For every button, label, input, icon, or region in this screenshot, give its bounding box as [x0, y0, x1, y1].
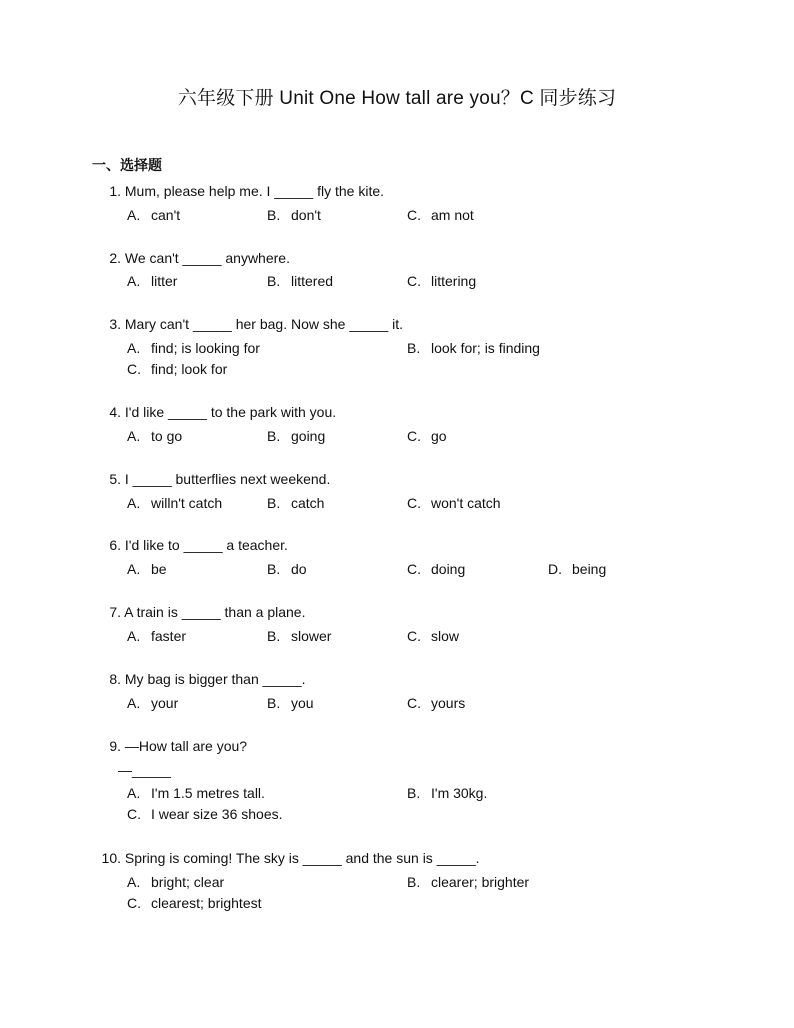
option-letter: A.	[127, 428, 141, 444]
option-a[interactable]	[127, 428, 182, 444]
option-letter: C.	[407, 495, 421, 511]
option-text: yours	[431, 695, 466, 711]
option-text: litter	[151, 273, 178, 289]
option-text: slow	[431, 628, 460, 644]
option-text: willn't catch	[151, 495, 223, 511]
question-number: 4.	[109, 404, 121, 420]
option-text: littered	[291, 273, 334, 289]
option-letter: B.	[267, 495, 281, 511]
option-text: I wear size 36 shoes.	[151, 806, 283, 822]
page-title: 六年级下册 Unit One How tall are you？C 同步练习	[177, 88, 617, 109]
option-text: you	[291, 695, 314, 711]
question-number: 7.	[109, 604, 121, 620]
question-number: 6.	[109, 537, 121, 553]
option-text: clearer; brighter	[431, 874, 530, 890]
option-c[interactable]	[127, 361, 227, 377]
option-letter: A.	[127, 340, 141, 356]
option-text: littering	[431, 273, 477, 289]
option-letter: A.	[127, 628, 141, 644]
question-stem	[0, 671, 305, 687]
option-text: don't	[291, 207, 321, 223]
option-letter: B.	[267, 207, 281, 223]
option-c[interactable]	[407, 207, 474, 223]
option-b[interactable]	[407, 874, 529, 890]
option-c[interactable]	[407, 495, 501, 511]
option-letter: B.	[407, 874, 421, 890]
question-text: We can't _____ anywhere.	[124, 250, 290, 266]
question-number: 1.	[109, 183, 121, 199]
option-b[interactable]	[267, 207, 321, 223]
question-number: 2.	[109, 250, 121, 266]
option-text: your	[151, 695, 179, 711]
option-letter: B.	[407, 340, 421, 356]
question-stem	[0, 250, 290, 266]
question-stem	[0, 738, 247, 754]
option-a[interactable]	[127, 785, 265, 801]
question-number: 8.	[109, 671, 121, 687]
answer-line: —_____	[118, 762, 171, 778]
option-text: clearest; brightest	[151, 895, 262, 911]
option-b[interactable]	[407, 785, 487, 801]
option-text: bright; clear	[151, 874, 225, 890]
question-number: 3.	[109, 316, 121, 332]
option-text: find; look for	[151, 361, 228, 377]
option-text: won't catch	[431, 495, 501, 511]
option-b[interactable]	[407, 340, 540, 356]
option-text: do	[291, 561, 307, 577]
question-text: I'd like to _____ a teacher.	[124, 537, 288, 553]
question-stem	[0, 316, 403, 332]
option-letter: A.	[127, 207, 141, 223]
option-a[interactable]	[127, 695, 178, 711]
question-stem	[0, 850, 480, 866]
option-text: look for; is finding	[431, 340, 540, 356]
question-stem	[0, 471, 330, 487]
option-text: can't	[151, 207, 181, 223]
option-letter: B.	[407, 785, 421, 801]
option-letter: A.	[127, 273, 141, 289]
option-letter: C.	[127, 895, 141, 911]
option-a[interactable]	[127, 340, 260, 356]
option-text: I'm 30kg.	[431, 785, 488, 801]
question-text: A train is _____ than a plane.	[124, 604, 306, 620]
option-d[interactable]	[548, 561, 606, 577]
option-letter: C.	[407, 273, 421, 289]
question-text: —How tall are you?	[124, 738, 248, 754]
question-text: My bag is bigger than _____.	[124, 671, 306, 687]
option-a[interactable]	[127, 628, 186, 644]
option-a[interactable]	[127, 273, 177, 289]
option-text: going	[291, 428, 326, 444]
question-number: 10.	[101, 850, 121, 866]
question-stem	[0, 604, 305, 620]
option-b[interactable]	[267, 273, 333, 289]
option-letter: C.	[407, 561, 421, 577]
option-letter: A.	[127, 785, 141, 801]
option-text: I'm 1.5 metres tall.	[151, 785, 265, 801]
option-letter: C.	[407, 695, 421, 711]
option-letter: D.	[548, 561, 562, 577]
option-letter: A.	[127, 495, 141, 511]
option-b[interactable]	[267, 695, 314, 711]
option-b[interactable]	[267, 628, 331, 644]
question-stem	[0, 537, 288, 553]
option-letter: C.	[407, 628, 421, 644]
option-a[interactable]	[127, 874, 224, 890]
option-a[interactable]	[127, 207, 180, 223]
option-letter: A.	[127, 695, 141, 711]
option-c[interactable]	[407, 695, 465, 711]
question-text: Mary can't _____ her bag. Now she _____ it.	[124, 316, 404, 332]
option-text: am not	[431, 207, 474, 223]
option-b[interactable]	[267, 428, 325, 444]
option-c[interactable]	[127, 895, 262, 911]
option-letter: C.	[127, 361, 141, 377]
option-letter: A.	[127, 874, 141, 890]
question-text: I _____ butterflies next weekend.	[124, 471, 331, 487]
option-a[interactable]	[127, 561, 167, 577]
option-text: slower	[291, 628, 332, 644]
option-text: to go	[151, 428, 183, 444]
option-text: faster	[151, 628, 187, 644]
option-letter: B.	[267, 695, 281, 711]
option-text: doing	[431, 561, 466, 577]
question-text: Spring is coming! The sky is _____ and the sun is _____.	[124, 850, 480, 866]
option-b[interactable]	[267, 561, 307, 577]
option-letter: B.	[267, 561, 281, 577]
option-text: find; is looking for	[151, 340, 260, 356]
option-c[interactable]	[407, 273, 476, 289]
option-c[interactable]	[407, 561, 465, 577]
option-letter: C.	[127, 806, 141, 822]
section-heading: 一、选择题	[92, 157, 162, 173]
question-text: Mum, please help me. I _____ fly the kite.	[124, 183, 385, 199]
option-c[interactable]	[127, 806, 283, 822]
option-b[interactable]	[267, 495, 324, 511]
question-text: I'd like _____ to the park with you.	[124, 404, 337, 420]
option-letter: B.	[267, 273, 281, 289]
option-text: be	[151, 561, 167, 577]
option-c[interactable]	[407, 428, 447, 444]
option-letter: C.	[407, 207, 421, 223]
option-text: being	[572, 561, 607, 577]
question-stem	[0, 183, 384, 199]
question-number: 5.	[109, 471, 121, 487]
option-letter: B.	[267, 428, 281, 444]
option-c[interactable]	[407, 628, 459, 644]
option-text: catch	[291, 495, 325, 511]
question-stem	[0, 404, 336, 420]
option-letter: A.	[127, 561, 141, 577]
question-number: 9.	[109, 738, 121, 754]
option-letter: B.	[267, 628, 281, 644]
option-a[interactable]	[127, 495, 222, 511]
option-text: go	[431, 428, 447, 444]
option-letter: C.	[407, 428, 421, 444]
